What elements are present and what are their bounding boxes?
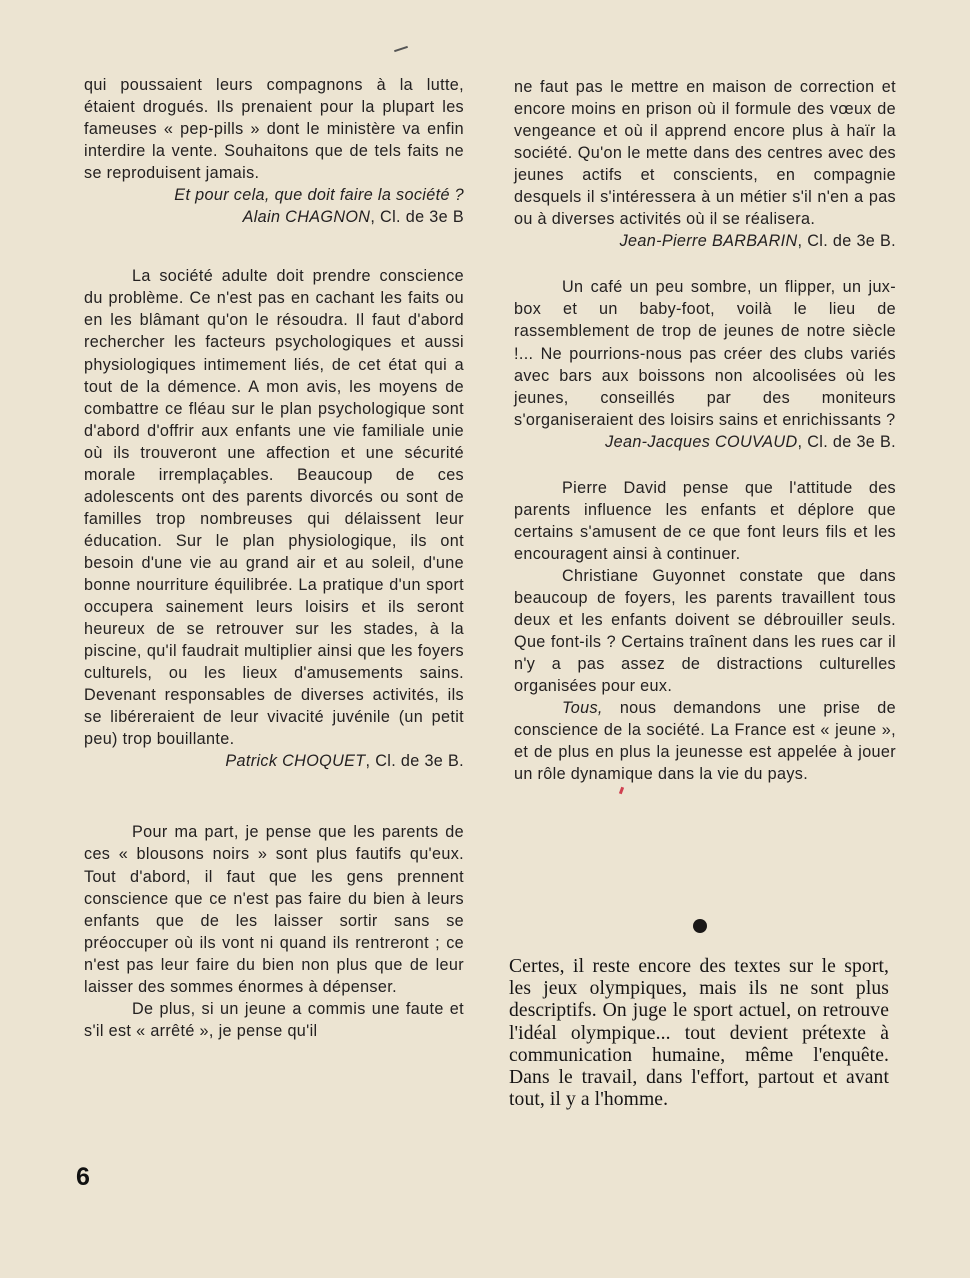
bullet-separator — [693, 919, 707, 933]
paragraph: Pierre David pense que l'attitude des parents influence les enfants et déplore que certains s'amusent de ce que font leurs fils et les encouragent ainsi à continuer. — [514, 478, 896, 563]
paragraph: Un café un peu sombre, un flipper, un jux-box et un baby-foot, voilà le lieu de rassemblement de trop de jeunes de notre siècle !... Ne pourrions-nous pas créer des clubs variés avec bars aux boissons non alcoolisées où les jeunes, conseillés par des moniteurs s'organiseraient des loisirs sains et enrichissants ? — [514, 278, 896, 429]
signature — [514, 230, 896, 252]
author-class: , Cl. de 3e B. — [797, 432, 896, 451]
paragraph-text: nous demandons une prise de conscience de la société. La France est « jeune », et de plus en plus la jeunesse est appelée à jouer un rôle dynamique dans la vie du pays. — [514, 699, 896, 784]
ink-mark — [394, 46, 408, 52]
emphasized-word: Tous, — [562, 699, 603, 718]
paragraph: Christiane Guyonnet constate que dans beaucoup de foyers, les parents travaillent tous deux et les enfants doivent se débrouiller seuls. Que font-ils ? Certains traînent dans les rues car il n'y a pas assez de distractions culturelles organisées pour eux. — [514, 566, 896, 696]
author-class: , Cl. de 3e B. — [365, 752, 464, 771]
signature — [84, 750, 464, 772]
right-column — [514, 76, 896, 785]
author-class: , Cl. de 3e B — [370, 208, 464, 227]
paragraph: ne faut pas le mettre en maison de correction et encore moins en prison où il formule des vœux de vengeance et où il apprend encore plus à haïr la société. Qu'on le mette dans des centres avec des jeunes actifs et conscients, en compagnie desquels il s'intéressera à un métier s'il n'en a pas ou à diverses activités où il se réalisera. — [514, 78, 896, 229]
author-name: Jean-Pierre BARBARIN — [619, 232, 798, 251]
conclusion-text: Certes, il reste encore des textes sur le sport, les jeux olympiques, mais ils ne sont plus descriptifs. On juge le sport actuel, on retrouve l'idéal olympique... tout devient prétexte à communication humaine, même l'enquête. Dans le travail, dans l'effort, partout et avant tout, il y a l'homme. — [509, 956, 889, 1111]
conclusion-block — [509, 956, 889, 1111]
question-line: Et pour cela, que doit faire la société ? — [174, 186, 464, 205]
paragraph — [514, 697, 896, 785]
paragraph: Pour ma part, je pense que les parents de ces « blousons noirs » sont plus fautifs qu'eux. Tout d'abord, il faut que les gens prennent conscience que ce n'est pas faire du bien à leurs enfants que de les laisser sortir sans se préoccuper où ils vont ni quand ils rentreront ; ce n'est pas leur faire du bien non plus que de leur laisser des sommes énormes à dépenser. — [84, 823, 464, 996]
author-class: , Cl. de 3e B. — [797, 232, 896, 251]
signature — [84, 206, 464, 228]
paragraph: qui poussaient leurs compagnons à la lutte, étaient drogués. Ils prenaient pour la plupart les fameuses « pep-pills » dont le ministère va enfin interdire la vente. Souhaitons que de tels faits ne se reproduisent jamais. — [84, 76, 464, 183]
paragraph: De plus, si un jeune a commis une faute et s'il est « arrêté », je pense qu'il — [84, 999, 464, 1040]
author-name: Jean-Jacques COUVAUD — [605, 432, 798, 451]
author-name: Alain CHAGNON — [242, 208, 371, 227]
author-name: Patrick CHOQUET — [225, 752, 366, 771]
paragraph: La société adulte doit prendre conscience du problème. Ce n'est pas en cachant les faits ou en les blâmant qu'on le résoudra. Il faut d'abord rechercher les facteurs psychologiques et aussi physiologiques intimement liés, de cet état qui a tout de la démence. A mon avis, les moyens de combattre ce fléau sur le plan psychologique sont d'abord d'offrir aux enfants une vie familiale unie où ils trouveront une affection et une sécurité morale irremplaçables. Beaucoup de ces adolescents ont des parents divorcés ou sont de familles trop nombreuses qui délaissent leur éducation. Sur le plan physiologique, ils ont besoin d'une vie au grand air et au soleil, d'une bonne nourriture équilibrée. La pratique d'un sport occupera sainement leurs loisirs et ils seront heureux de se retrouver sur les stades, à la piscine, qu'il faudrait multiplier ainsi que les foyers culturels, ou les lieux d'amusements sains. Devenant responsables de diverses activités, ils se libéreraient de leur vivacité juvénile (un petit peu) trop bouillante. — [84, 267, 464, 749]
page-number: 6 — [76, 1163, 90, 1191]
signature — [514, 431, 896, 453]
left-column — [84, 74, 464, 1042]
ink-mark — [619, 787, 624, 795]
